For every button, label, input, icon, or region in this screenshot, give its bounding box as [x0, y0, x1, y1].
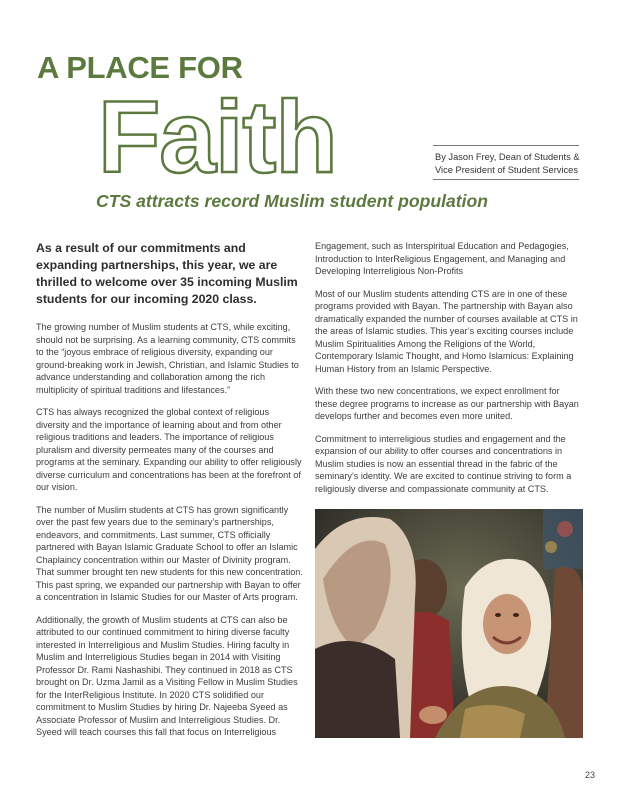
- body-paragraph: Most of our Muslim students attending CTS are in one of these programs provided with Bayan. The partnership with Bayan also dramatically expanded the number of courses available at CTS in the areas of Islamic studies. This year’s exciting courses include Muslim Spiritualities Among the Religions of the World, Contemporary Islamic Thought, and Homo Islamicus: Explaining Human History from an Islamic Perspective.: [315, 288, 578, 374]
- title-line-1: A PLACE FOR: [37, 50, 243, 85]
- body-paragraph: CTS has always recognized the global context of religious diversity and the importance of learning about and from other religious traditions and leaders. The importance of religious pluralism and diversity permeates many of the courses and programs at the seminary. Expanding our ability to offer religiously diverse curriculum and concentrations has been at the forefront of our vision.: [36, 407, 302, 492]
- title-line-2: Faith: [98, 80, 337, 194]
- article-column-right: [315, 240, 583, 505]
- body-paragraph: With these two new concentrations, we expect enrollment for these degree programs to increase as our partnership with Bayan develops further and becomes even more united.: [315, 386, 579, 421]
- body-paragraph: The number of Muslim students at CTS has grown significantly over the past few years due to the seminary’s partnerships, endeavors, and commitments. Last summer, CTS officially partnered with Bayan Islamic Graduate School to offer an Islamic Chaplaincy concentration within our Master of Divinity program. That summer brought ten new students for this new concentration. This past spring, we expanded our partnership with Bayan to offer a concentration in Islamic Studies for our Master of Arts program.: [36, 504, 303, 602]
- body-paragraph: Additionally, the growth of Muslim students at CTS can also be attributed to our continued commitment to hiring diverse faculty interested in Interreligious and Muslim Studies. Hiring faculty in Muslim and Interreligious Studies began in 2014 with Visiting Professor Dr. Rami Nashashibi. They continued in 2018 as CTS brought on Dr. Uzma Jamil as a Visiting Fellow in Muslim Studies for the InterReligious Institute. In 2020 CTS solidified our commitment to Muslim Studies by hiring Dr. Najeeba Syeed as Associate Professor of Muslim and Interreligious Studies. Dr. Syeed will teach courses this fall that focus on Interreligious: [36, 614, 298, 737]
- article-column-left: [36, 240, 304, 749]
- body-paragraph: Commitment to interreligious studies and engagement and the expansion of our ability to offer courses and concentrations in Muslim studies is now an essential thread in the fabric of the seminary’s identity. We are excited to continue striving to form a religiously diverse and compassionate community at CTS.: [315, 433, 572, 494]
- subtitle: CTS attracts record Muslim student population: [96, 191, 488, 211]
- article-photo: [315, 509, 583, 738]
- byline-rule-top: [433, 145, 579, 146]
- page-number: 23: [585, 770, 596, 780]
- body-paragraph: Engagement, such as Interspiritual Education and Pedagogies, Introduction to InterReligious Engagement, and Managing and Developing Interreligious Non-Profits: [315, 241, 569, 276]
- byline-rule-bottom: [433, 179, 579, 180]
- byline: By Jason Frey, Dean of Students & Vice President of Student Services: [435, 152, 580, 175]
- lead-paragraph: As a result of our commitments and expanding partnerships, this year, we are thrilled to welcome over 35 incoming Muslim students for our incoming 2020 class.: [36, 241, 298, 306]
- body-paragraph: The growing number of Muslim students at CTS, while exciting, should not be surprising. As a learning community, CTS commits to the “joyous embrace of religious diversity, expanding our ground-breaking work in Jewish, Christian, and Islamic Studies to advance understanding and collaboration among the rich multiplicity of spiritual traditions and lifestances.”: [36, 322, 299, 395]
